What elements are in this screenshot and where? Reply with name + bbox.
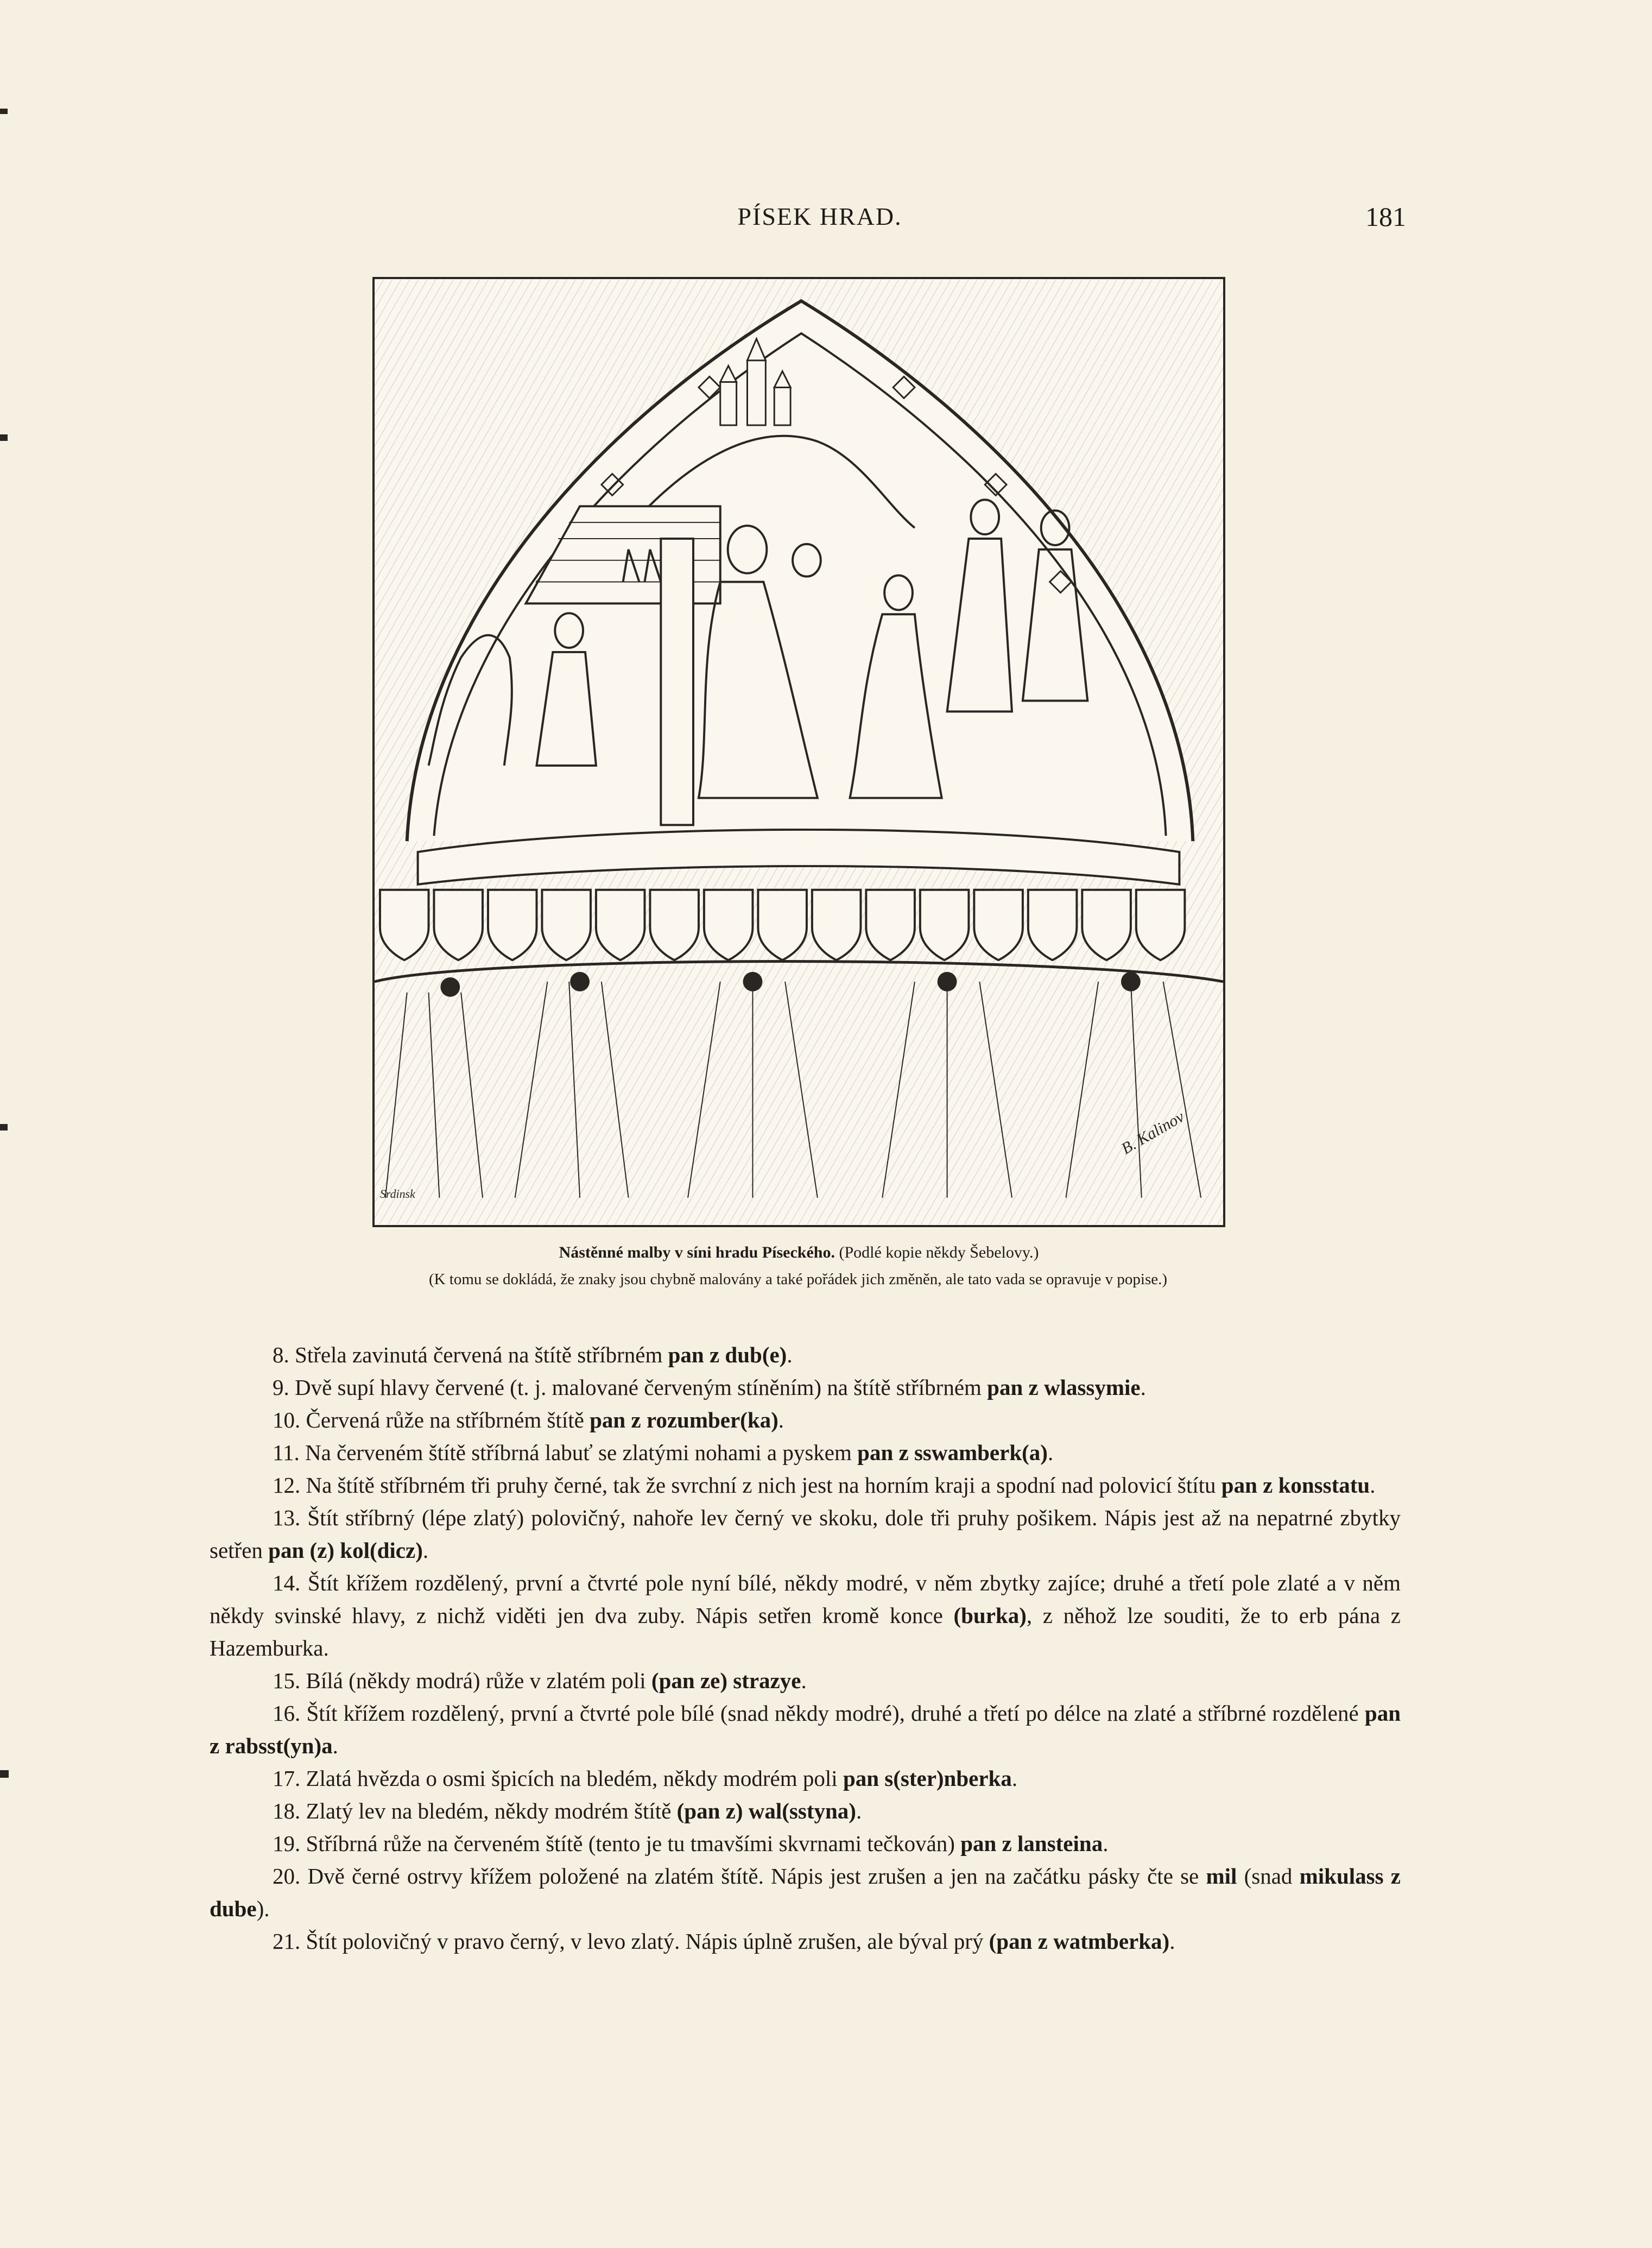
inscription: pan z rabsst(yn)a <box>210 1701 1401 1758</box>
binding-mark <box>0 1124 8 1131</box>
inscription: mikulass z dube <box>210 1864 1401 1921</box>
paragraph-19: 19. Stříbrná růže na červeném štítě (tento je tu tmavšími skvrnami tečkován) pan z lansteina. <box>273 1831 1109 1856</box>
paragraph-16: 16. Štít křížem rozdělený, první a čtvrté pole bílé (snad někdy modré), druhé a třetí po délce na zlaté a stříbrné rozdělené pan z rabsst(yn)a. <box>210 1701 1401 1758</box>
inscription: pan (z) kol(dicz) <box>268 1538 423 1563</box>
inscription: (pan z) wal(sstyna) <box>676 1798 856 1823</box>
wall-painting-illustration <box>372 277 1225 1227</box>
paragraph-9: 9. Dvě supí hlavy červené (t. j. malované červeným stíněním) na štítě stříbrném pan z wlassymie. <box>273 1375 1146 1400</box>
inscription: pan z wlassymie <box>987 1375 1141 1400</box>
binding-mark <box>0 434 8 441</box>
artist-signature-right: B. Kalinov <box>1118 1107 1187 1158</box>
caption-title: Nástěnné malby v síni hradu Píseckého. <box>559 1243 835 1261</box>
paragraph-14: 14. Štít křížem rozdělený, první a čtvrté pole nyní bílé, někdy modré, v něm zbytky zajíce; druhé a třetí pole zlaté a v něm někdy svinské hlavy, z nichž viděti jen dva zuby. Nápis setřen kromě konce (burka), z něhož lze souditi, že to erb pána z Hazemburka. <box>210 1570 1401 1660</box>
caption-source: (Podlé kopie někdy Šebelovy.) <box>834 1243 1039 1261</box>
inscription: mil <box>1206 1864 1237 1889</box>
inscription: pan s(ster)nberka <box>843 1766 1012 1791</box>
figure-caption-note: (K tomu se dokládá, že znaky jsou chybně malovány a také pořádek jich změněn, ale tato vada se opravuje v popise.) <box>428 1271 1168 1288</box>
tower <box>661 539 693 825</box>
inscription: pan z sswamberk(a) <box>857 1440 1048 1465</box>
paragraph-12: 12. Na štítě stříbrném tři pruhy černé, tak že svrchní z nich jest na horním kraji a spodní nad polovicí štítu pan z konsstatu. <box>273 1473 1376 1498</box>
body-text <box>210 1338 1401 1957</box>
paragraph-21: 21. Štít polovičný v pravo černý, v levo zlatý. Nápis úplně zrušen, ale býval prý (pan z watmberka). <box>273 1929 1175 1954</box>
paragraph-18: 18. Zlatý lev na bledém, někdy modrém štítě (pan z) wal(sstyna). <box>273 1798 862 1823</box>
paragraph-17: 17. Zlatá hvězda o osmi špicích na bledém, někdy modrém poli pan s(ster)nberka. <box>273 1766 1018 1791</box>
paragraph-20: 20. Dvě černé ostrvy křížem položené na zlatém štítě. Nápis jest zrušen a jen na začátku pásky čte se mil (snad mikulass z dube). <box>210 1864 1401 1921</box>
paragraph-10: 10. Červená růže na stříbrném štítě pan z rozumber(ka). <box>273 1407 784 1432</box>
inscription: pan z dub(e) <box>668 1342 787 1367</box>
coats-of-arms-row <box>380 890 1185 960</box>
figure-caption <box>372 1243 1225 1262</box>
paragraph-11: 11. Na červeném štítě stříbrná labuť se zlatými nohami a pyskem pan z sswamberk(a). <box>273 1440 1054 1465</box>
binding-mark <box>0 1770 9 1778</box>
inscription: pan z konsstatu <box>1221 1473 1370 1498</box>
paragraph-15: 15. Bílá (někdy modrá) růže v zlatém poli (pan ze) strazye. <box>273 1668 807 1693</box>
inscription: (pan z watmberka) <box>989 1929 1170 1954</box>
running-header: PÍSEK HRAD. <box>737 203 902 230</box>
inscription: (pan ze) strazye <box>651 1668 801 1693</box>
page-number: 181 <box>1365 201 1406 232</box>
binding-mark <box>0 109 8 114</box>
wall-painting-drawing <box>375 279 1223 1225</box>
paragraph-13: 13. Štít stříbrný (lépe zlatý) polovičný, nahoře lev černý ve skoku, dole tři pruhy pošikem. Nápis jest až na nepatrné zbytky setřen pan (z) kol(dicz). <box>210 1505 1401 1563</box>
inscription: pan z rozumber(ka) <box>590 1407 778 1432</box>
artist-signature-left: Srdinsk <box>379 1187 415 1201</box>
inscription: pan z lansteina <box>960 1831 1103 1856</box>
paragraph-8: 8. Střela zavinutá červená na štítě stříbrném pan z dub(e). <box>273 1342 793 1367</box>
inscription: (burka) <box>953 1603 1027 1628</box>
